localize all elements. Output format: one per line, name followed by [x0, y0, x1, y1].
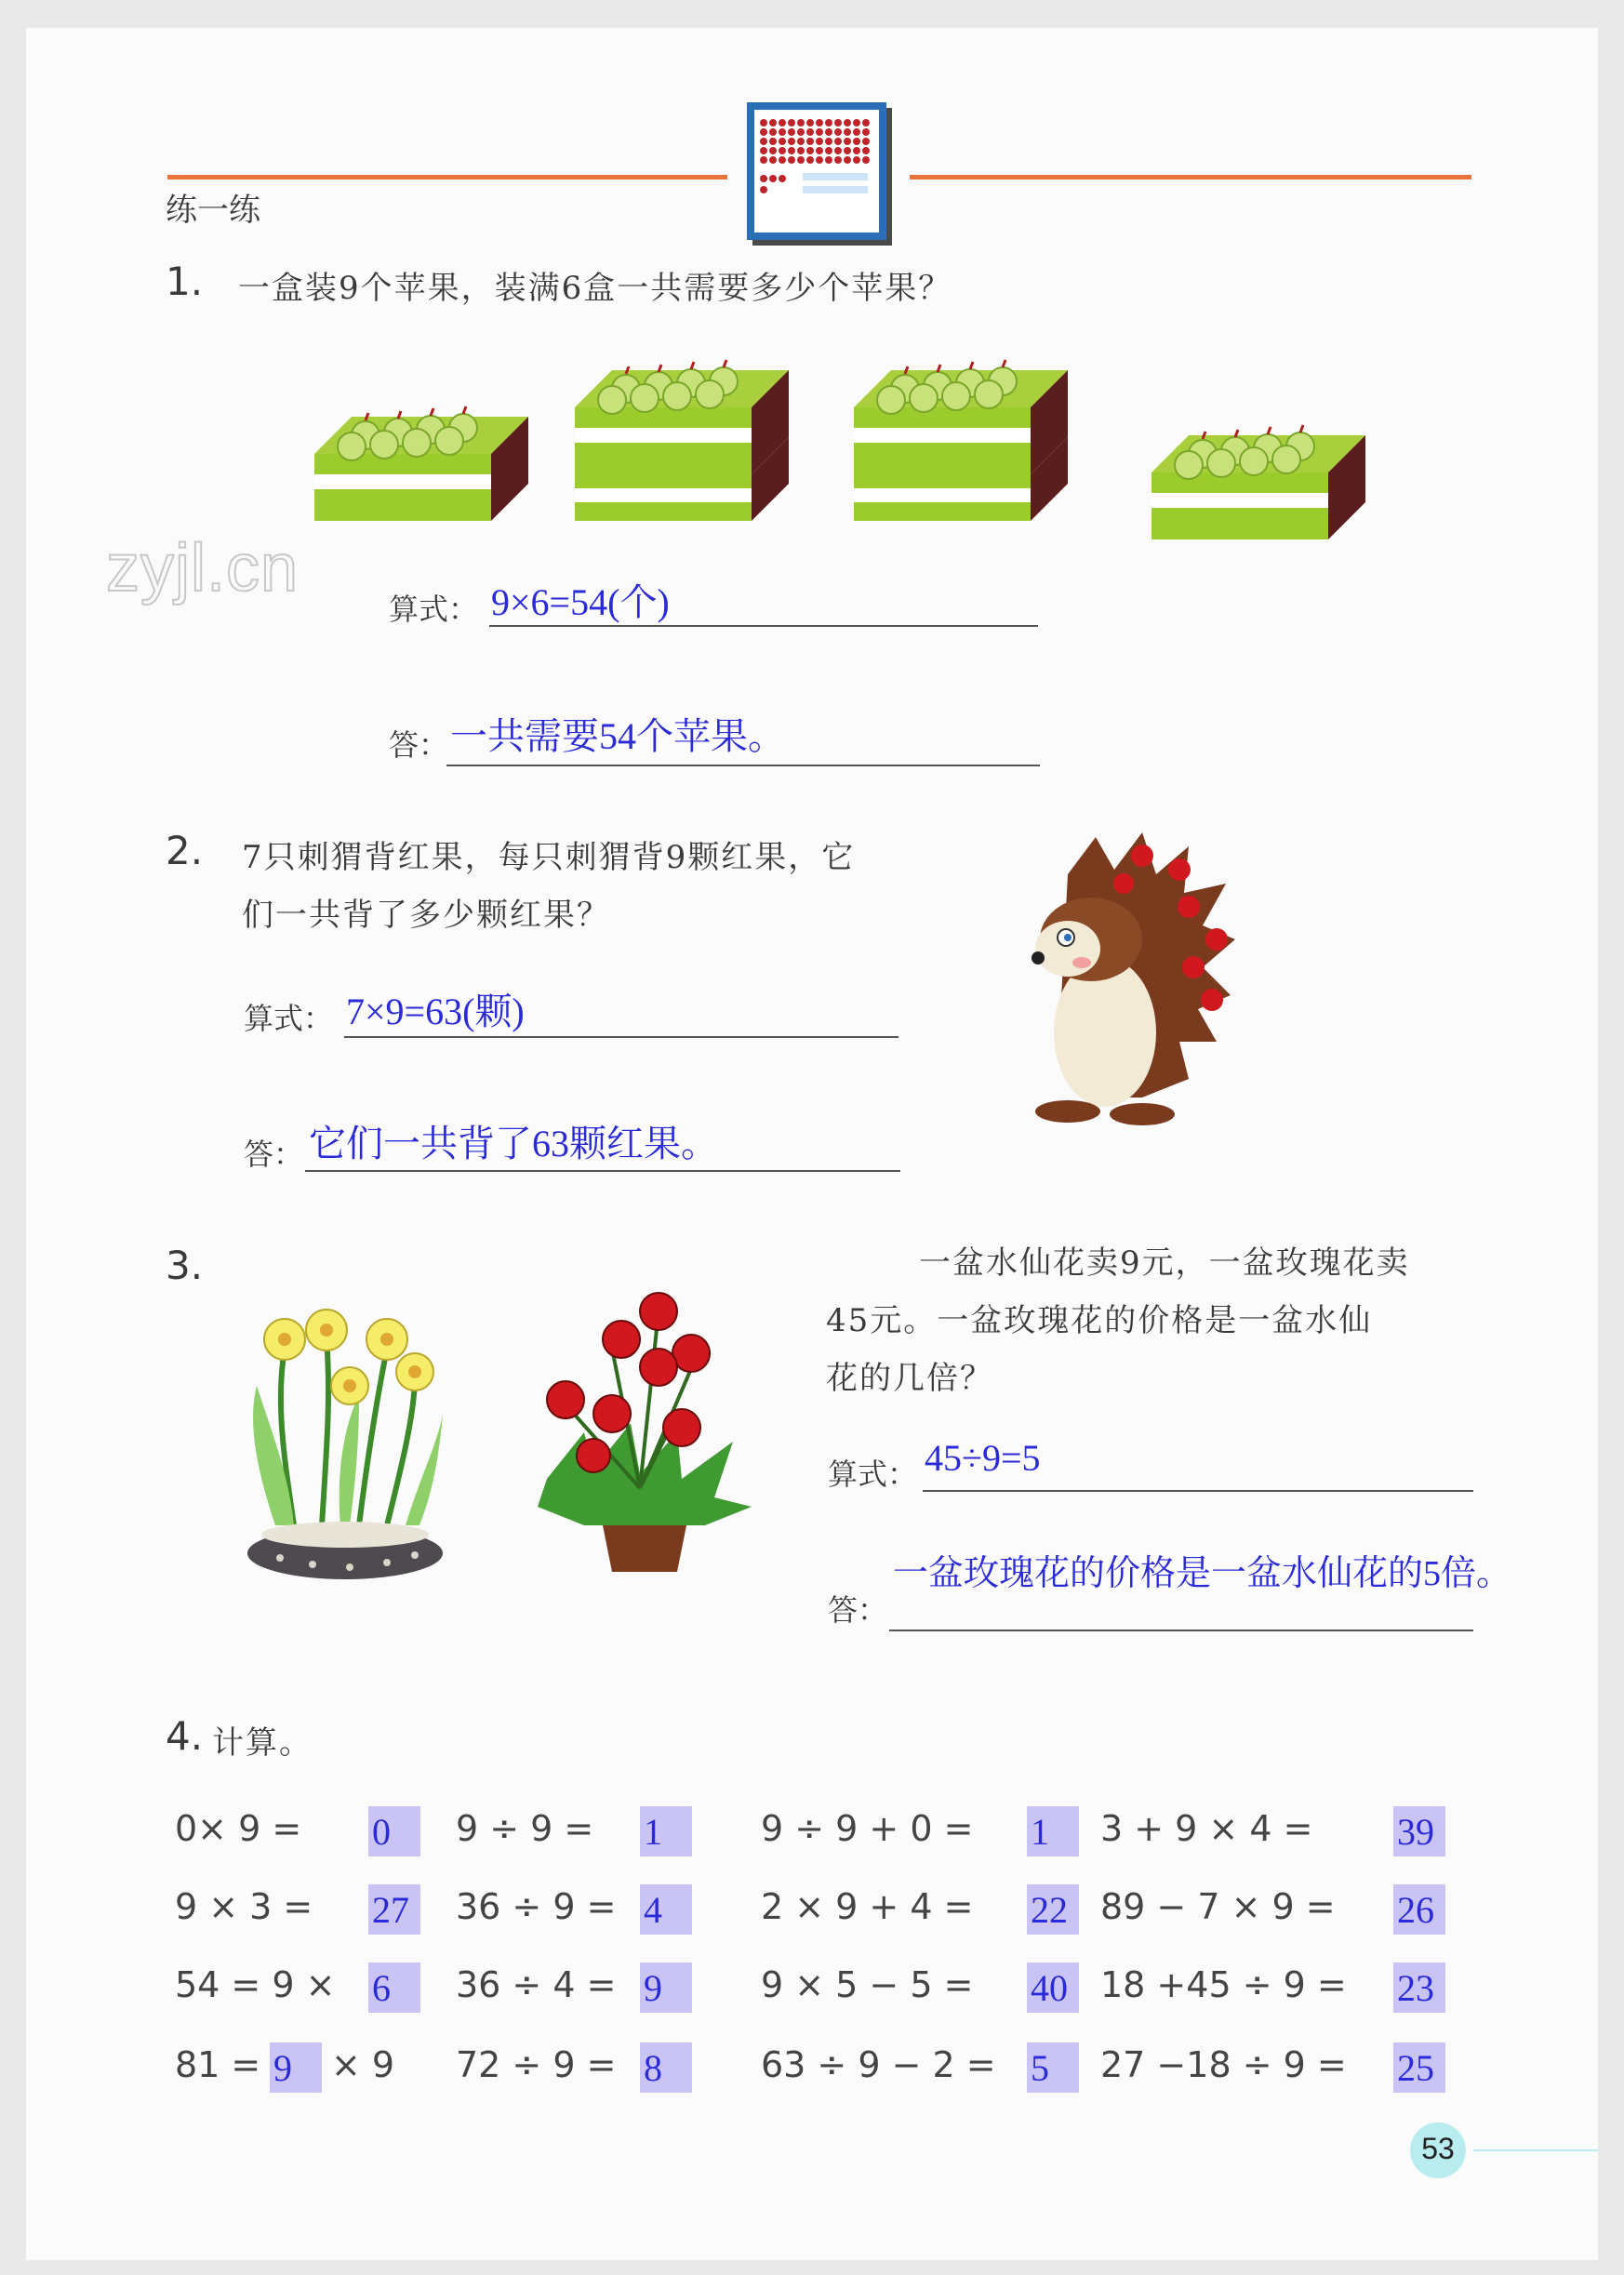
page-number: 53 [1421, 2132, 1455, 2165]
hedgehog-illustration [1003, 818, 1245, 1135]
q3-text-line1: 一盆水仙花卖9元，一盆玫瑰花卖 [919, 1244, 1410, 1282]
answer-value: 26 [1397, 1889, 1434, 1931]
q4-title: 计算。 [212, 1724, 313, 1762]
q1-number: 1. [166, 259, 204, 304]
calc-expression: 72 ÷ 9 = [456, 2044, 617, 2085]
q2-text-line1: 7只刺猬背红果，每只刺猬背9颗红果，它 [242, 839, 856, 876]
q3-answer-line [889, 1630, 1473, 1631]
calc-expression: 0× 9 = [175, 1808, 302, 1849]
q1-answer-line [446, 765, 1040, 766]
answer-value: 27 [372, 1889, 409, 1931]
answer-value: 25 [1397, 2047, 1434, 2089]
header-rule-right [910, 175, 1471, 180]
q2-answer-label: 答： [244, 1137, 304, 1172]
q1-formula-answer: 9×6=54(个) [491, 581, 670, 623]
calc-expression: 18 +45 ÷ 9 = [1100, 1964, 1347, 2005]
q3-number: 3. [166, 1243, 204, 1288]
q1-answer-text: 一共需要54个苹果。 [450, 715, 785, 757]
q2-text-line2: 们一共背了多少颗红果？ [242, 897, 610, 934]
q3-text-line3: 花的几倍？ [826, 1360, 993, 1397]
answer-value: 9 [273, 2047, 292, 2089]
calc-expression: 36 ÷ 9 = [456, 1886, 617, 1927]
answer-value: 4 [644, 1889, 662, 1931]
calc-expression: 63 ÷ 9 − 2 = [761, 2044, 996, 2085]
q2-formula-answer: 7×9=63(颗) [346, 991, 525, 1032]
answer-value: 1 [644, 1811, 662, 1853]
calc-expression: 3 + 9 × 4 = [1100, 1808, 1313, 1849]
q3-formula-answer: 45÷9=5 [925, 1437, 1041, 1479]
calc-expression-suffix: × 9 [331, 2044, 395, 2085]
q4-number: 4. [166, 1713, 204, 1759]
q2-answer-text: 它们一共背了63颗红果。 [309, 1123, 718, 1164]
answer-value: 22 [1031, 1889, 1068, 1931]
calc-expression: 9 ÷ 9 + 0 = [761, 1808, 974, 1849]
answer-value: 23 [1397, 1967, 1434, 2009]
answer-value: 1 [1031, 1811, 1049, 1853]
q1-formula-label: 算式： [389, 592, 479, 627]
answer-value: 8 [644, 2047, 662, 2089]
q2-number: 2. [166, 828, 204, 873]
calc-expression: 81 = [175, 2044, 261, 2085]
calc-expression: 54 = 9 × [175, 1964, 336, 2005]
calc-expression: 36 ÷ 4 = [456, 1964, 617, 2005]
calc-expression: 9 ÷ 9 = [456, 1808, 594, 1849]
answer-value: 5 [1031, 2047, 1049, 2089]
answer-value: 39 [1397, 1811, 1434, 1853]
q3-text-line2: 45元。一盆玫瑰花的价格是一盆水仙 [826, 1302, 1373, 1339]
rose-illustration [528, 1274, 761, 1581]
watermark: zyjl.cn [106, 531, 300, 605]
calc-expression: 89 − 7 × 9 = [1100, 1886, 1336, 1927]
calc-expression: 9 × 5 − 5 = [761, 1964, 974, 2005]
calc-expression: 27 −18 ÷ 9 = [1100, 2044, 1347, 2085]
q3-answer-text: 一盆玫瑰花的价格是一盆水仙花的5倍。 [893, 1554, 1512, 1593]
q1-answer-label: 答： [389, 727, 449, 763]
q3-formula-label: 算式： [828, 1457, 918, 1492]
answer-value: 9 [644, 1967, 662, 2009]
calc-expression: 2 × 9 + 4 = [761, 1886, 974, 1927]
header-rule-left [167, 175, 727, 180]
answer-value: 6 [372, 1967, 391, 2009]
apple-boxes-illustration [314, 335, 1365, 558]
daffodil-illustration [238, 1284, 452, 1581]
textbook-page [26, 28, 1598, 2260]
abacus-icon [747, 102, 886, 240]
answer-value: 40 [1031, 1967, 1068, 2009]
q2-formula-label: 算式： [244, 1001, 334, 1036]
q3-formula-line [923, 1490, 1473, 1492]
answer-value: 0 [372, 1811, 391, 1853]
q2-answer-line [305, 1170, 900, 1172]
q2-formula-line [344, 1036, 899, 1038]
q1-formula-line [489, 625, 1038, 627]
q3-answer-label: 答： [828, 1592, 888, 1628]
calc-expression: 9 × 3 = [175, 1886, 313, 1927]
section-title: 练一练 [166, 192, 260, 229]
q1-text: 一盒装9个苹果，装满6盒一共需要多少个苹果？ [238, 270, 952, 307]
page-number-rule [1473, 2149, 1598, 2151]
